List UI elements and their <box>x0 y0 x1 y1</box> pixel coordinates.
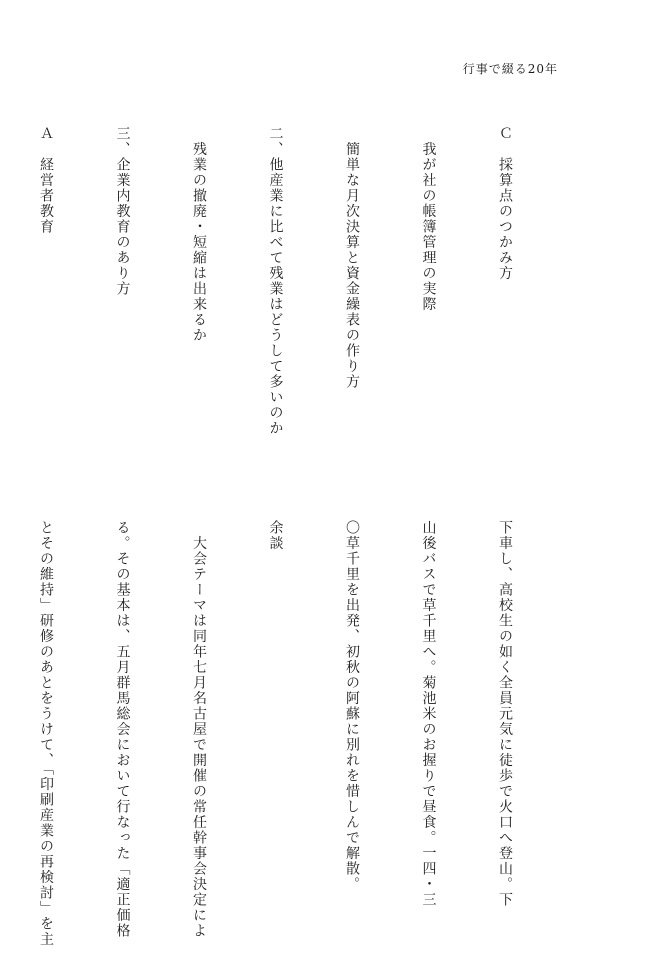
text-line: とその維持」研修のあとをうけて、「印刷産業の再検討」を主 <box>38 520 54 947</box>
section-heading: 余談 <box>267 520 284 551</box>
text-line: 山後バスで草千里へ。菊池米のお握りで昼食。一四・三 <box>420 520 437 908</box>
text-line: る。その基本は、五月群馬総会において行なった「適正価格 <box>114 520 131 939</box>
text-line: Ｃ 採算点のつかみ方 <box>497 126 513 281</box>
text-line: 我が社の帳簿管理の実際 <box>420 126 437 312</box>
text-line: 下車し、高校生の如く全員元気に徒歩で火口へ登山。下 <box>497 520 513 908</box>
text-line: 大会テーマは同年七月名古屋で開催の常任幹事会決定によ <box>191 520 207 939</box>
upper-text-block <box>0 126 568 476</box>
running-title: 行事で綴る20年 <box>462 62 558 76</box>
text-line: 〇草千里を出発、初秋の阿蘇に別れを惜しんで解散。 <box>344 520 360 892</box>
text-line: 三、企業内教育のあり方 <box>114 126 131 297</box>
lower-text-block <box>0 520 568 947</box>
text-line: 簡単な月次決算と資金繰表の作り方 <box>344 126 360 390</box>
text-line: Ａ 経営者教育 <box>38 126 54 235</box>
text-line: 二、他産業に比べて残業はどうして多いのか <box>267 126 284 436</box>
text-line: 残業の撤廃・短縮は出来るか <box>191 126 207 343</box>
